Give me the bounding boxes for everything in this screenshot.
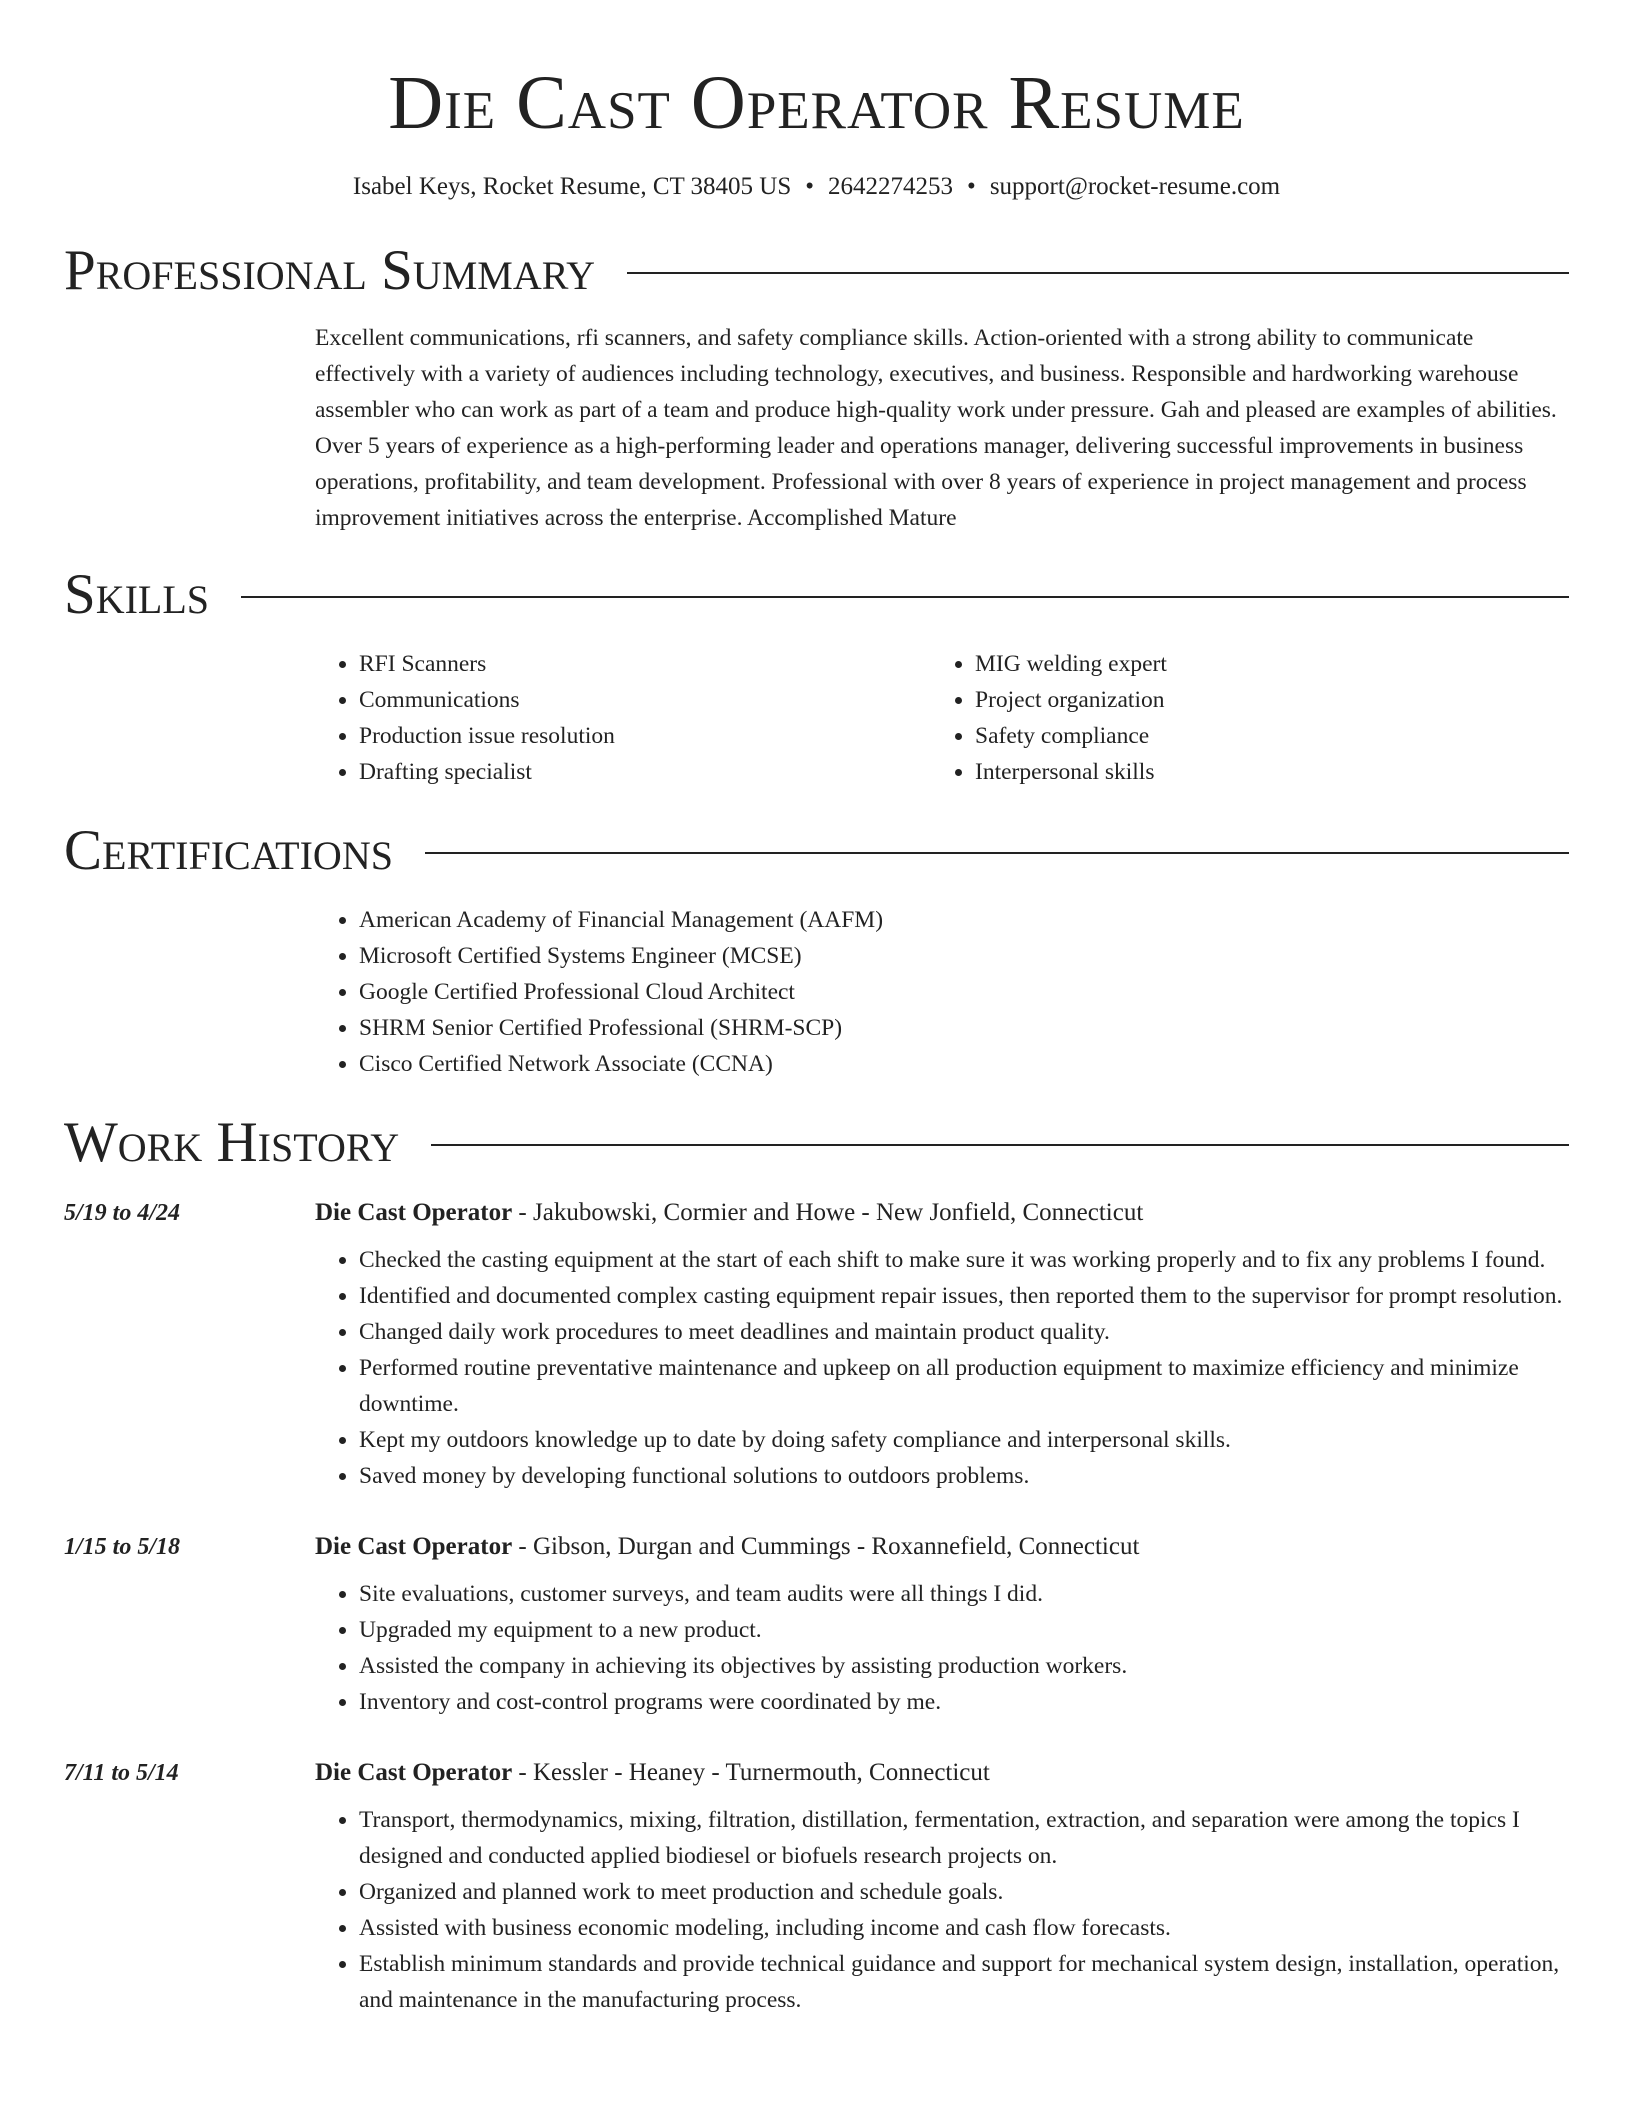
certification-item: • Cisco Certified Network Associate (CCNA) <box>359 1046 1569 1082</box>
skills-heading: Skills <box>64 563 210 626</box>
job-title: Die Cast Operator <box>315 1759 513 1786</box>
section-divider <box>241 596 1569 598</box>
skill-item: • Project organization <box>975 682 1547 718</box>
job-bullets <box>315 1802 1569 2018</box>
section-divider <box>627 272 1569 274</box>
job-bullet: • Identified and documented complex casting equipment repair issues, then reported them to the supervisor for prompt resolution. <box>359 1278 1569 1314</box>
work-history-section-header <box>64 1110 1569 1176</box>
summary-section-header <box>64 238 1569 304</box>
job-entry <box>64 1756 1569 2018</box>
skill-item: • MIG welding expert <box>975 646 1547 682</box>
job-bullet: • Inventory and cost-control programs were coordinated by me. <box>359 1684 1569 1720</box>
certification-item: • SHRM Senior Certified Professional (SHRM-SCP) <box>359 1010 1569 1046</box>
job-bullets <box>315 1242 1569 1494</box>
skill-item: • Interpersonal skills <box>975 754 1547 790</box>
skill-item: • Drafting specialist <box>359 754 931 790</box>
job-bullet: • Upgraded my equipment to a new product. <box>359 1612 1569 1648</box>
job-bullet: • Establish minimum standards and provide technical guidance and support for mechanical system design, installation, operation, and maintenance in the manufacturing process. <box>359 1946 1569 2018</box>
job-employer: - Jakubowski, Cormier and Howe - New Jonfield, Connecticut <box>512 1199 1144 1226</box>
skills-column-left <box>315 646 931 790</box>
resume-page <box>64 0 1569 2018</box>
job-dates: 5/19 to 4/24 <box>64 1200 181 1226</box>
skill-item: • Communications <box>359 682 931 718</box>
job-title: Die Cast Operator <box>315 1199 513 1226</box>
work-history-heading: Work History <box>64 1111 400 1174</box>
skill-item: • RFI Scanners <box>359 646 931 682</box>
job-employer: - Kessler - Heaney - Turnermouth, Connecticut <box>512 1759 990 1786</box>
summary-text: Excellent communications, rfi scanners, and safety compliance skills. Action-oriented with a strong ability to communicate effectively with a variety of audiences including technology, executives, and business. Responsible and hardworking warehouse assembler who can work as part of a team and produce high-quality work under pressure. Gah and pleased are examples of abilities. Over 5 years of experience as a high-performing leader and operations manager, delivering successful improvements in business operations, profitability, and team development. Professional with over 8 years of experience in project management and process improvement initiatives across the enterprise. Accomplished Mature <box>315 325 1557 531</box>
skill-item: • Production issue resolution <box>359 718 931 754</box>
certifications-list <box>315 902 1569 1082</box>
skills-section-header <box>64 562 1569 628</box>
contact-phone: 2642274253 <box>828 173 954 200</box>
certifications-heading: Certifications <box>64 819 393 882</box>
job-bullet: • Transport, thermodynamics, mixing, filtration, distillation, fermentation, extraction, and separation were among the topics I designed and conducted applied biodiesel or biofuels research projects on. <box>359 1802 1569 1874</box>
job-bullet: • Performed routine preventative maintenance and upkeep on all production equipment to maximize efficiency and minimize downtime. <box>359 1350 1569 1422</box>
skill-item: • Safety compliance <box>975 718 1547 754</box>
job-title: Die Cast Operator <box>315 1533 513 1560</box>
job-header <box>315 1530 1569 1564</box>
job-details <box>315 1530 1569 1720</box>
summary-heading: Professional Summary <box>64 239 596 302</box>
contact-email: support@rocket-resume.com <box>989 173 1281 200</box>
job-bullet: • Changed daily work procedures to meet deadlines and maintain product quality. <box>359 1314 1569 1350</box>
contact-separator: • <box>967 173 976 200</box>
job-bullet: • Kept my outdoors knowledge up to date by doing safety compliance and interpersonal skills. <box>359 1422 1569 1458</box>
job-bullet: • Assisted with business economic modeling, including income and cash flow forecasts. <box>359 1910 1569 1946</box>
skills-list <box>315 646 1569 790</box>
contact-separator: • <box>805 173 815 200</box>
job-entry <box>64 1530 1569 1720</box>
certifications-section-header <box>64 818 1569 884</box>
document-title: Die Cast Operator Resume <box>388 61 1245 145</box>
job-entry <box>64 1196 1569 1494</box>
job-dates: 7/11 to 5/14 <box>64 1760 179 1786</box>
skills-column-right <box>931 646 1547 790</box>
certification-item: • Microsoft Certified Systems Engineer (MCSE) <box>359 938 1569 974</box>
job-bullets <box>315 1576 1569 1720</box>
section-divider <box>425 852 1569 854</box>
job-bullet: • Saved money by developing functional solutions to outdoors problems. <box>359 1458 1569 1494</box>
certification-item: • American Academy of Financial Management (AAFM) <box>359 902 1569 938</box>
job-header <box>315 1756 1569 1790</box>
job-employer: - Gibson, Durgan and Cummings - Roxannefield, Connecticut <box>512 1533 1140 1560</box>
job-dates: 1/15 to 5/18 <box>64 1534 181 1560</box>
contact-location: Isabel Keys, Rocket Resume, CT 38405 US <box>352 173 792 200</box>
certification-item: • Google Certified Professional Cloud Architect <box>359 974 1569 1010</box>
job-header <box>315 1196 1569 1230</box>
job-details <box>315 1756 1569 2018</box>
job-bullet: • Assisted the company in achieving its objectives by assisting production workers. <box>359 1648 1569 1684</box>
job-bullet: • Checked the casting equipment at the start of each shift to make sure it was working properly and to fix any problems I found. <box>359 1242 1569 1278</box>
job-bullet: • Organized and planned work to meet production and schedule goals. <box>359 1874 1569 1910</box>
job-bullet: • Site evaluations, customer surveys, and team audits were all things I did. <box>359 1576 1569 1612</box>
job-details <box>315 1196 1569 1494</box>
section-divider <box>431 1144 1569 1146</box>
contact-line <box>64 170 1569 204</box>
